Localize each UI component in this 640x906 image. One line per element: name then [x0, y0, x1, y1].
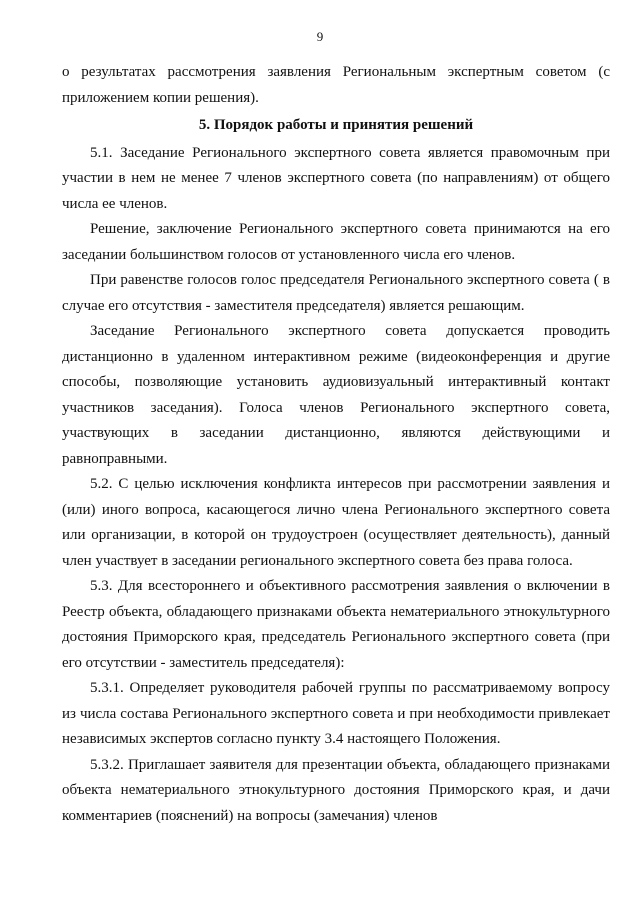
- paragraph-5-3: 5.3. Для всестороннего и объективного рассмотрения заявления о включении в Реестр объекта, обладающего признаками объекта нематериального этнокультурного достояния Приморского края, председатель Регионального экспертного совета (при его отсутствии - заместитель председателя):: [62, 578, 610, 671]
- document-body: [62, 60, 610, 829]
- paragraph-5-3-1: 5.3.1. Определяет руководителя рабочей группы по рассматриваемому вопросу из числа состава Регионального экспертного совета и при необходимости привлекает независимых экспертов согласно пункту 3.4 настоящего Положения.: [62, 680, 610, 747]
- paragraph-remote-meeting: Заседание Регионального экспертного совета допускается проводить дистанционно в удаленном интерактивном режиме (видеоконференция и другие способы, позволяющие установить аудиовизуальный интерактивный контакт участников заседания). Голоса членов Регионального экспертного совета, участвующих в заседании дистанционно, являются действующими и равноправными.: [62, 323, 610, 467]
- intro-paragraph: о результатах рассмотрения заявления Региональным экспертным советом (с приложением копии решения).: [62, 64, 610, 106]
- paragraph-5-3-2: 5.3.2. Приглашает заявителя для презентации объекта, обладающего признаками объекта нематериального этнокультурного достояния Приморского края, и дачи комментариев (пояснений) на вопросы (замечания) членов: [62, 756, 610, 824]
- paragraph-tie-vote: При равенстве голосов голос председателя Регионального экспертного совета ( в случае его отсутствия - заместителя председателя) является решающим.: [62, 272, 610, 314]
- paragraph-5-1: 5.1. Заседание Регионального экспертного совета является правомочным при участии в нем не менее 7 членов экспертного совета (по направлениям) от общего числа ее членов.: [62, 144, 610, 212]
- section-heading: 5. Порядок работы и принятия решений: [198, 117, 474, 133]
- paragraph-5-2: 5.2. С целью исключения конфликта интересов при рассмотрении заявления и (или) иного вопроса, касающегося лично члена Регионального экспертного совета или организации, в которой он трудоустроен (осуществляет деятельность), данный член участвует в заседании регионального экспертного совета без права голоса.: [62, 476, 610, 569]
- page-number: 9: [316, 29, 324, 44]
- paragraph-decision: Решение, заключение Регионального экспертного совета принимаются на его заседании большинством голосов от установленного числа его членов.: [62, 221, 610, 263]
